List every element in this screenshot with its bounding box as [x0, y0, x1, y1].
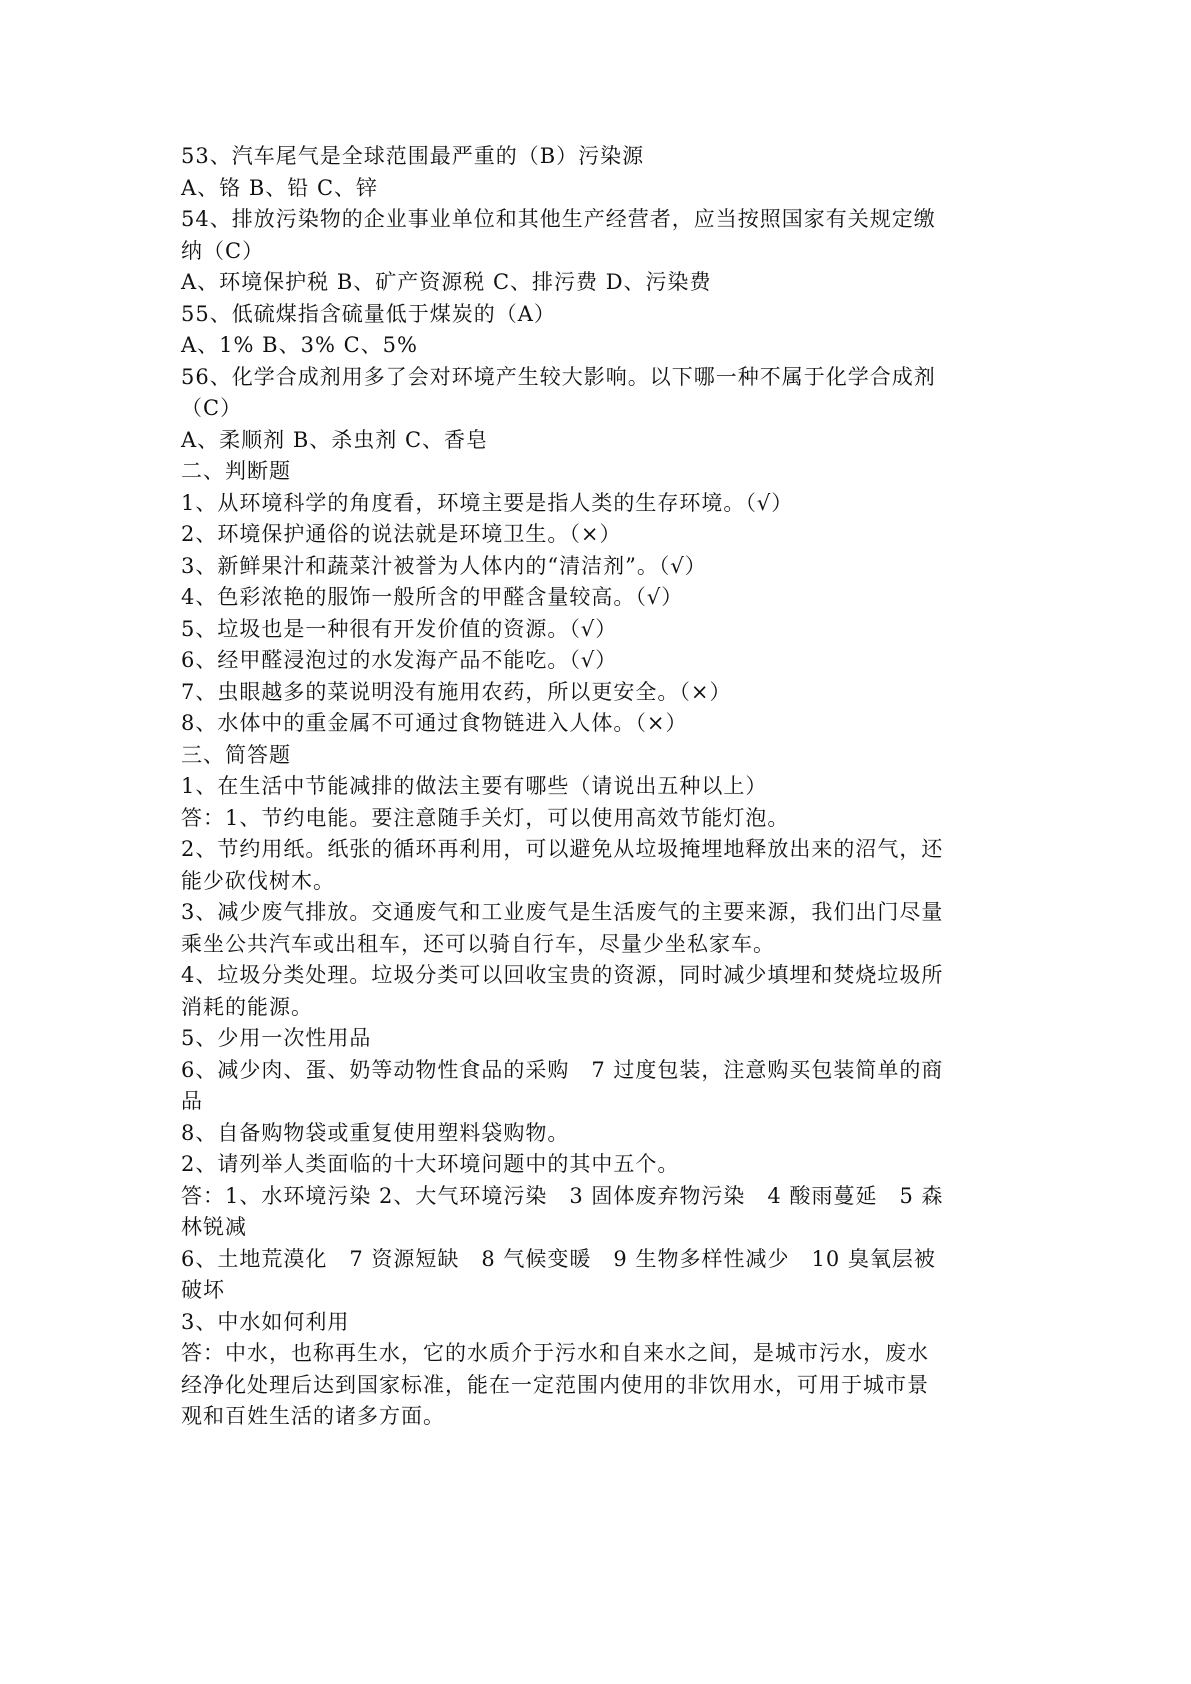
text-line: 4、垃圾分类处理。垃圾分类可以回收宝贵的资源，同时减少填埋和焚烧垃圾所 — [181, 963, 944, 987]
text-line: 5、少用一次性用品 — [181, 1026, 372, 1050]
text-line: 3、减少废气排放。交通废气和工业废气是生活废气的主要来源，我们出门尽量 — [181, 900, 944, 924]
text-line: 3、中水如何利用 — [181, 1309, 350, 1334]
section-heading: 三、简答题 — [181, 742, 291, 767]
text-line: 54、排放污染物的企业事业单位和其他生产经营者，应当按照国家有关规定缴 — [181, 207, 936, 231]
text-line: 2、请列举人类面临的十大环境问题中的其中五个。 — [181, 1152, 680, 1176]
text-line: A、铬 B、铅 C、锌 — [181, 175, 379, 200]
text-line: 2、节约用纸。纸张的循环再利用，可以避免从垃圾掩埋地释放出来的沼气，还 — [181, 837, 944, 861]
text-line: 观和百姓生活的诸多方面。 — [181, 1404, 445, 1428]
text-line: 消耗的能源。 — [181, 994, 313, 1019]
text-line: 能少砍伐树木。 — [181, 868, 335, 893]
text-line: 4、色彩浓艳的服饰一般所含的甲醛含量较高。（√） — [181, 585, 684, 609]
text-line: 8、水体中的重金属不可通过食物链进入人体。（×） — [181, 711, 688, 735]
text-line: 55、低硫煤指含硫量低于煤炭的（A） — [181, 301, 556, 326]
text-line: 8、自备购物袋或重复使用塑料袋购物。 — [181, 1120, 570, 1145]
text-line: 经净化处理后达到国家标准，能在一定范围内使用的非饮用水，可用于城市景 — [181, 1372, 929, 1397]
text-line: A、1% B、3% C、5% — [181, 333, 418, 357]
text-line: 6、减少肉、蛋、奶等动物性食品的采购 7 过度包装，注意购买包装简单的商 — [181, 1057, 944, 1082]
text-line: 1、从环境科学的角度看，环境主要是指人类的生存环境。（√） — [181, 490, 794, 515]
text-line: 3、新鲜果汁和蔬菜汁被誉为人体内的“清洁剂”。（√） — [181, 553, 707, 578]
text-line: 答：1、节约电能。要注意随手关灯，可以使用高效节能灯泡。 — [181, 805, 790, 830]
section-heading: 二、判断题 — [181, 459, 291, 483]
text-line: A、环境保护税 B、矿产资源税 C、排污费 D、污染费 — [181, 270, 712, 294]
document-body — [181, 141, 1021, 1433]
text-line: A、柔顺剂 B、杀虫剂 C、香皂 — [181, 427, 489, 452]
text-line: 56、化学合成剂用多了会对环境产生较大影响。以下哪一种不属于化学合成剂 — [181, 364, 936, 389]
text-line: 答：中水，也称再生水，它的水质介于污水和自来水之间，是城市污水，废水 — [181, 1341, 929, 1365]
text-line: 品 — [181, 1089, 203, 1113]
text-line: 6、土地荒漠化 7 资源短缺 8 气候变暖 9 生物多样性减少 10 臭氧层被 — [181, 1246, 936, 1271]
text-line: 6、经甲醛浸泡过的水发海产品不能吃。（√） — [181, 648, 618, 672]
text-line: 林锐减 — [181, 1215, 247, 1239]
text-line: 乘坐公共汽车或出租车，还可以骑自行车，尽量少坐私家车。 — [181, 931, 775, 956]
text-line: 53、汽车尾气是全球范围最严重的（B）污染源 — [181, 144, 645, 168]
text-line: 7、虫眼越多的菜说明没有施用农药，所以更安全。（×） — [181, 679, 732, 704]
text-line: 破坏 — [181, 1278, 225, 1302]
text-line: 纳（C） — [181, 238, 265, 263]
text-line: 答：1、水环境污染 2、大气环境污染 3 固体废弃物污染 4 酸雨蔓延 5 森 — [181, 1183, 944, 1208]
text-line: 5、垃圾也是一种很有开发价值的资源。（√） — [181, 616, 618, 641]
text-line: 1、在生活中节能减排的做法主要有哪些（请说出五种以上） — [181, 774, 768, 798]
text-line: （C） — [181, 396, 243, 420]
text-line: 2、环境保护通俗的说法就是环境卫生。（×） — [181, 522, 622, 546]
